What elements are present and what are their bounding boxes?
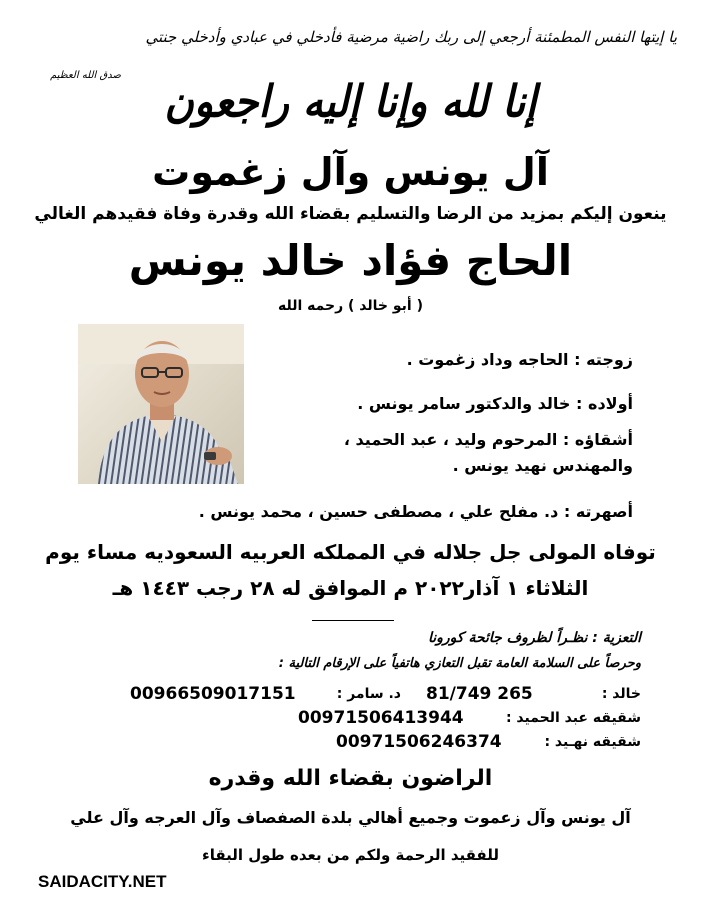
contact-abdulhamid-label: شقيقه عبد الحميد : [505,710,641,726]
contact-khaled-label: خالد : [601,686,641,702]
contact-abdulhamid-number: 00971506413944 [298,708,464,728]
death-notice-line-2: الثلاثاء ١ آذار٢٠٢٢ م الموافق له ٢٨ رجب ١٤٤٣ هـ [112,576,589,600]
contact-khaled-number: 81/749 265 [426,684,533,704]
contact-samer-label: د. سامر : [336,686,401,702]
families-heading: آل يونس وآل زغموت [152,150,549,194]
portrait-illustration [78,324,244,484]
relative-siblings-line-1: أشقاؤه : المرحوم وليد ، عبد الحميد ، [343,430,633,449]
deceased-photo [78,324,244,484]
deceased-kunya: ( أبو خالد ) رحمه الله [278,298,423,314]
condolence-header: التعزية : نظـراً لظروف جائحة كورونا [427,630,641,646]
closing-families: آل يونس وآل زعموت وجميع أهالي بلدة الصفصاف وآل العرجه وآل علي [70,808,631,827]
divider-line [312,620,394,621]
death-notice-line-1: توفاه المولى جل جلاله في المملكه العربيه السعوديه مساء يوم [45,540,656,564]
condolence-note: وحرصاً على السلامة العامة تقبل التعازي هاتفياً على الإرقام التالية : [278,656,641,671]
deceased-name: الحاج فؤاد خالد يونس [128,236,573,285]
closing-heading: الراضون بقضاء الله وقدره [208,766,493,791]
calligraphy-phrase: إنا لله وإنا إليه راجعون [164,75,537,128]
relative-in-laws: أصهرته : د. مفلح علي ، مصطفى حسين ، محمد يونس . [198,502,633,521]
contact-nahid-number: 00971506246374 [336,732,502,752]
relative-sons: أولاده : خالد والدكتور سامر يونس . [357,394,633,413]
relative-siblings-line-2: والمهندس نهيد يونس . [452,456,633,475]
contact-samer-number: 00966509017151 [130,684,296,704]
announcement-text: ينعون إليكم بمزيد من الرضا والتسليم بقضاء الله وقدرة وفاة فقيدهم الغالي [34,204,667,224]
relative-wife: زوجته : الحاجه وداد زغموت . [406,350,633,369]
closing-prayer: للفقيد الرحمة ولكم من بعده طول البقاء [202,846,499,864]
verse-source: صدق الله العظيم [50,70,121,81]
quran-verse: يا إيتها النفس المطمئنة أرجعي إلى ربك راضية مرضية فأدخلي في عبادي وأدخلي جنتي [145,28,677,46]
site-watermark: SAIDACITY.NET [38,872,167,891]
contact-nahid-label: شقيقه نهـيد : [544,734,641,750]
